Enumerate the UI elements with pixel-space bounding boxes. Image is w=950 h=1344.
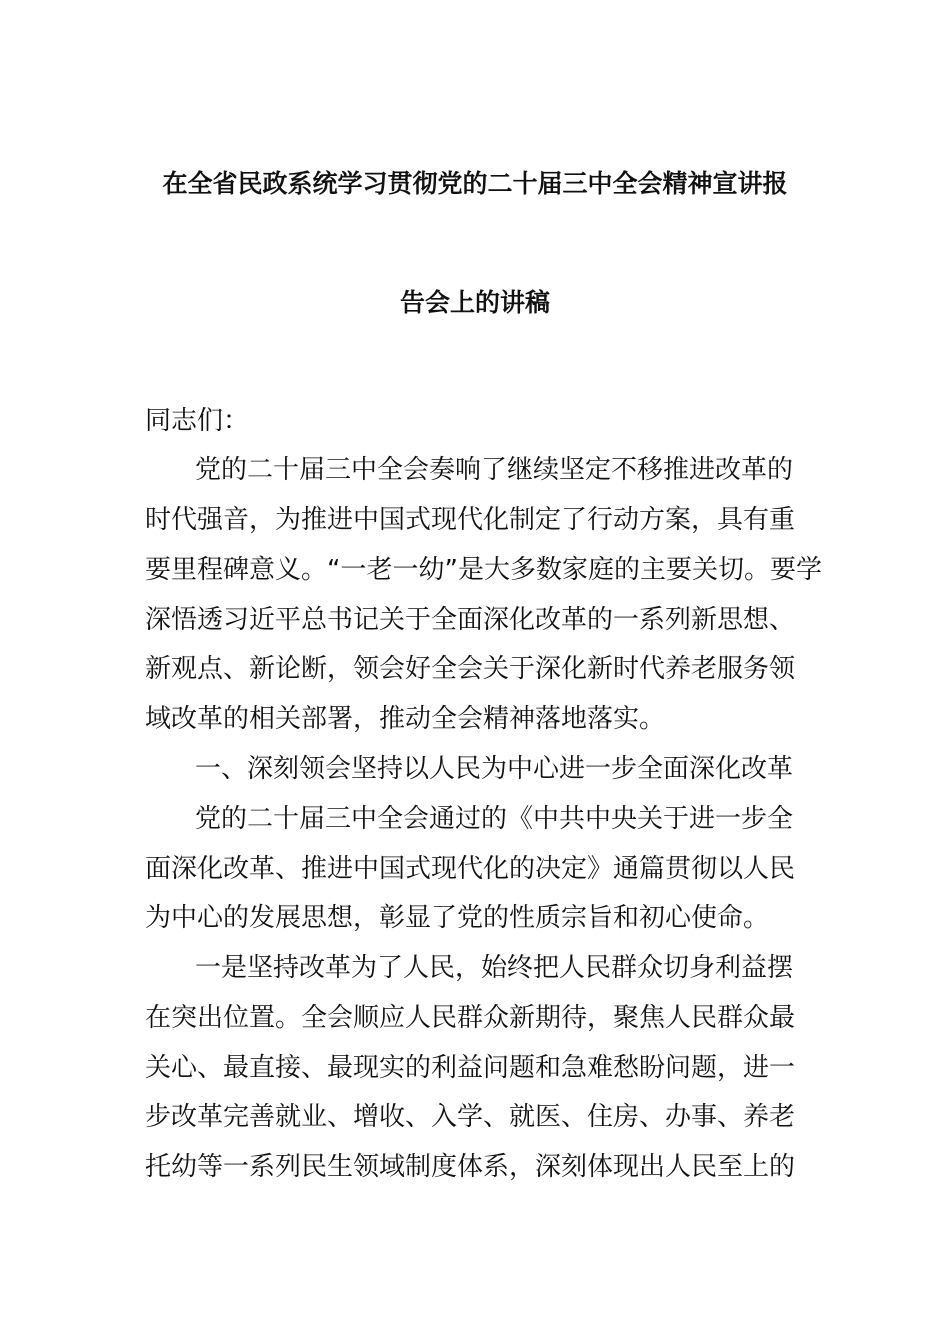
paragraph-line: 步改革完善就业、增收、入学、就医、住房、办事、养老 xyxy=(145,1102,796,1132)
paragraph-line: 为中心的发展思想，彰显了党的性质宗旨和初心使命。 xyxy=(145,903,770,933)
paragraph-line: 面深化改革、推进中国式现代化的决定》通篇贯彻以人民 xyxy=(145,854,796,884)
paragraph-line: 要里程碑意义。“一老一幼”是大多数家庭的主要关切。要学 xyxy=(145,555,822,585)
paragraph-line: 关心、最直接、最现实的利益问题和急难愁盼问题，进一 xyxy=(145,1053,796,1083)
paragraph-line: 一是坚持改革为了人民，始终把人民群众切身利益摆 xyxy=(195,953,794,983)
paragraph-line: 域改革的相关部署，推动全会精神落地落实。 xyxy=(145,704,666,734)
paragraph-line: 党的二十届三中全会通过的《中共中央关于进一步全 xyxy=(195,804,794,834)
paragraph-line: 新观点、新论断，领会好全会关于深化新时代养老服务领 xyxy=(145,654,796,684)
document-title-line-2: 告会上的讲稿 xyxy=(399,288,550,317)
document-title-line-1: 在全省民政系统学习贯彻党的二十届三中全会精神宣讲报 xyxy=(162,169,788,198)
paragraph-line: 托幼等一系列民生领域制度体系，深刻体现出人民至上的 xyxy=(145,1152,796,1182)
paragraph-line: 深悟透习近平总书记关于全面深化改革的一系列新思想、 xyxy=(145,605,796,635)
section-heading: 一、深刻领会坚持以人民为中心进一步全面深化改革 xyxy=(195,754,794,784)
paragraph-line: 党的二十届三中全会奏响了继续坚定不移推进改革的 xyxy=(195,455,794,485)
paragraph-line: 时代强音，为推进中国式现代化制定了行动方案，具有重 xyxy=(145,505,796,535)
salutation: 同志们： xyxy=(145,406,250,436)
paragraph-line: 在突出位置。全会顺应人民群众新期待，聚焦人民群众最 xyxy=(145,1003,796,1033)
